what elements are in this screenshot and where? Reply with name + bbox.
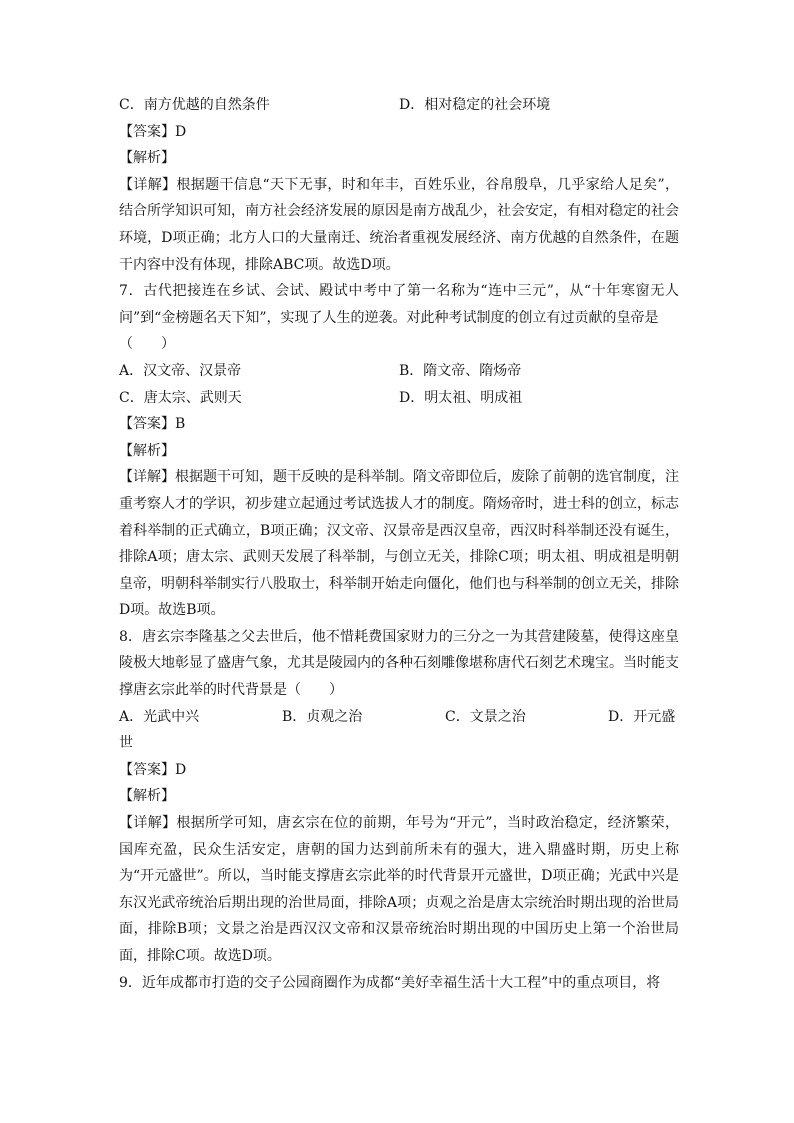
q7-stem: 7．古代把接连在乡试、会试、殿试中考中了第一名称为“连中三元”，从“十年寒窗无人问”到“金榜题名天下知”，实现了人生的逆袭。对此种考试制度的创立有过贡献的皇帝是 — [119, 283, 679, 326]
q6-options-cd — [119, 92, 679, 119]
q6-option-d: D．相对稳定的社会环境 — [399, 97, 551, 113]
q6-detail-text: 根据题干信息“天下无事，时和年丰，百姓乐业，谷帛殷阜，几乎家给人足矣”，结合所学知识可知，南方社会经济发展的原因是南方战乱少，社会安定，有相对稳定的社会环境，D项正确；北方人口的大量南迁、统治者重视发展经济、南方优越的自然条件，在题干内容中没有体现，排除ABC项。故选D项。 — [119, 176, 680, 273]
q7-options-cd — [119, 385, 679, 412]
q8-option-c: C．文景之治 — [445, 708, 526, 725]
q8-options — [119, 704, 679, 731]
document-page — [119, 92, 679, 996]
q6-option-c: C．南方优越的自然条件 — [119, 97, 270, 113]
q7-detail — [119, 464, 679, 624]
q7-detail-text: 根据题干可知，题干反映的是科举制。隋文帝即位后，废除了前朝的选官制度，注重考察人才的学识，初步建立起通过考试选拔人才的制度。隋炀帝时，进士科的创立，标志着科举制的正式确立，B项正确；汉文帝、汉景帝是西汉皇帝，西汉时科举制还没有诞生，排除A项；唐太宗、武则天发展了科举制，与创立无关，排除C项；明太祖、明成祖是明朝皇帝，明朝科举制实行八股取士，科举制开始走向僵化，他们也与科举制的创立无关，排除D项。故选B项。 — [119, 469, 679, 619]
q8-option-a: A．光武中兴 — [119, 708, 200, 725]
q7-option-c: C．唐太宗、武则天 — [119, 389, 242, 406]
q8-option-b: B．贞观之治 — [282, 708, 363, 725]
q7-option-d: D．明太祖、明成祖 — [399, 389, 523, 406]
q8-detail-tag: 【详解】 — [119, 815, 177, 832]
q7-answer: 【答案】B — [119, 416, 186, 433]
q8-answer: 【答案】D — [119, 761, 187, 778]
q8-option-d-wrap: 世 — [119, 735, 133, 752]
q6-detail-tag: 【详解】 — [119, 176, 177, 193]
q7-detail-tag: 【详解】 — [119, 469, 175, 486]
q8-analysis-label: 【解析】 — [119, 788, 175, 805]
q7-option-a: A．汉文帝、汉景帝 — [119, 362, 242, 379]
q9-stem: 9．近年成都市打造的交子公园商圈作为成都“美好幸福生活十大工程”中的重点项目，将 — [119, 974, 661, 991]
q8-detail-text: 根据所学可知，唐玄宗在位的前期，年号为“开元”，当时政治稳定，经济繁荣，国库充盈，民众生活安定，唐朝的国力达到前所未有的强大，进入鼎盛时期，历史上称为“开元盛世”。所以，当时能支撑唐玄宗此举的时代背景开元盛世，D项正确；光武中兴是东汉光武帝统治后期出现的治世局面，排除A项；贞观之治是唐太宗统治时期出现的治世局面，排除B项；文景之治是西汉汉文帝和汉景帝统治时期出现的中国历史上第一个治世局面，排除C项。故选D项。 — [119, 815, 680, 964]
q7-bracket: （ ） — [119, 336, 175, 353]
q6-answer: 【答案】D — [119, 123, 187, 140]
q8-detail — [119, 810, 679, 970]
q8-option-d: D．开元盛 — [608, 708, 676, 725]
q8-stem: 8．唐玄宗李隆基之父去世后，他不惜耗费国家财力的三分之一为其营建陵墓，使得这座皇陵极大地彰显了盛唐气象，尤其是陵园内的各种石刻雕像堪称唐代石刻艺术瑰宝。当时能支撑唐玄宗此举的时代背景是（ ） — [119, 628, 679, 699]
q6-detail — [119, 172, 679, 278]
q7-option-b: B．隋文帝、隋炀帝 — [399, 362, 522, 379]
q7-analysis-label: 【解析】 — [119, 442, 175, 459]
q6-analysis-label: 【解析】 — [119, 150, 175, 167]
q7-options-ab — [119, 358, 679, 385]
